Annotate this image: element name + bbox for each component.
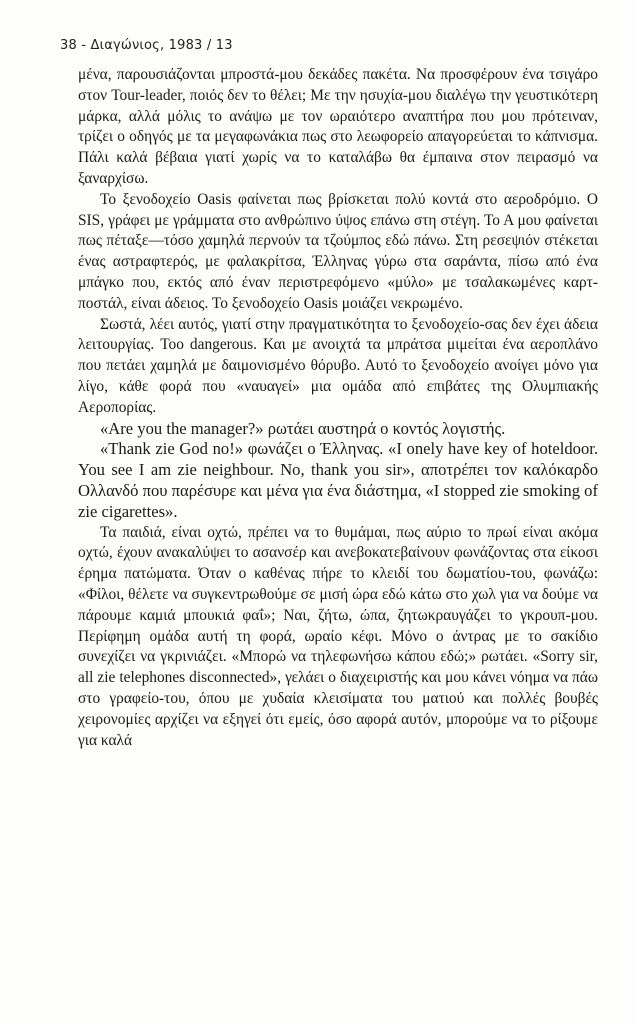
body-text: [78, 65, 598, 751]
paragraph-5: «Thank zie God no!» φωνάζει ο Έλληνας. «I onely have key of hoteldoor. You see I am zie neighbour. No, thank you sir», αποτρέπει τον καλόκαρδο Ολλανδό που παρέσυρε και μένα για ένα διάστημα, «I stopped zie smoking of zie cigarettes».: [78, 439, 598, 521]
paragraph-1: μένα, παρουσιάζονται μπροστά-μου δεκάδες πακέτα. Να προσφέρουν ένα τσιγάρο στον Tour-leader, ποιός δεν το θέλει; Με την ησυχία-μου διαλέγω την γευστικότερη μάρκα, αλλά μόλις το ανάψω με τον ωραιότερο αναπτήρα που μου πρότειναν, τρίζει ο οδηγός με τα μεγαφωνάκια πως στο λεωφορείο απαγορεύεται το κάπνισμα. Πάλι καλά βέβαια γιατί χωρίς να το καταλάβω θα έμπαινα στον πειρασμό να ξαναρχίσω.: [78, 66, 598, 187]
paragraph-6: Τα παιδιά, είναι οχτώ, πρέπει να το θυμάμαι, πως αύριο το πρωί είναι ακόμα οχτώ, έχουν ανακαλύψει το ασανσέρ και ανεβοκατεβαίνουν φωνάζοντας στα είκοσι έρημα πατώματα. Όταν ο καθένας πήρε το κλειδί του δωματίου-του, φωνάζω: «Φίλοι, θέλετε να συγκεντρωθούμε σε μισή ώρα εδώ κάτω στο χωλ για να δούμε να πάρουμε καμιά μπουκιά φαΐ»; Ναι, ζήτω, ώπα, ζητωκραυγάζει το γκρουπ-μου. Περίφημη ομάδα αυτή τη φορά, ωραίο κέφι. Μόνο ο άντρας με το σακίδιο συνεχίζει να γκρινιάζει. «Μπορώ να τηλεφωνήσω κάπου εδώ;» ρωτάει. «Sorry sir, all zie telephones disconnected», γελάει ο διαχειριστής και μου κάνει νόημα να πάω στο γραφείο-του, όπου με χυδαία κλεισίματα του ματιού και πολλές βουβές χειρονομίες αρχίζει να εξηγεί ότι εμείς, όσο αφορά αυτόν, μπορούμε να το ρίξουμε για καλά: [78, 523, 598, 749]
paragraph-4: «Are you the manager?» ρωτάει αυστηρά ο κοντός λογιστής.: [100, 418, 506, 438]
paragraph-3: Σωστά, λέει αυτός, γιατί στην πραγματικότητα το ξενοδοχείο-σας δεν έχει άδεια λειτουργίας. Too dangerous. Και με ανοιχτά τα μπράτσα μιμείται ένα αεροπλάνο που πετάει χαμηλά με δαιμονισμένο θόρυβο. Αυτό το ξενοδοχείο ανοίγει μόνο για λίγο, κάθε φορά που «ναυαγεί» μια ομάδα από επιβάτες της Ολυμπιακής Αεροπορίας.: [78, 315, 598, 416]
paragraph-2: Το ξενοδοχείο Oasis φαίνεται πως βρίσκεται πολύ κοντά στο αεροδρόμιο. Ο SIS, γράφει με γράμματα στο ανθρώπινο ύψος επάνω στη στέγη. Το Α μου φαίνεται πως πέταξε—τόσο χαμηλά περνούν τα τζούμπος εδώ πάνω. Στη ρεσεψιόν στέκεται ένας αστραφτερός, με φαλακρίτσα, Έλληνας γύρω στα σαράντα, πίσω από ένα μπάγκο που, εκτός από έναν περιστρεφόμενο «μύλο» με τσαλακωμένες καρτ-ποστάλ, είναι άδειος. Το ξενοδοχείο Oasis μοιάζει νεκρωμένο.: [78, 190, 598, 312]
running-head: 38 - Διαγώνιος, 1983 / 13: [60, 38, 233, 53]
